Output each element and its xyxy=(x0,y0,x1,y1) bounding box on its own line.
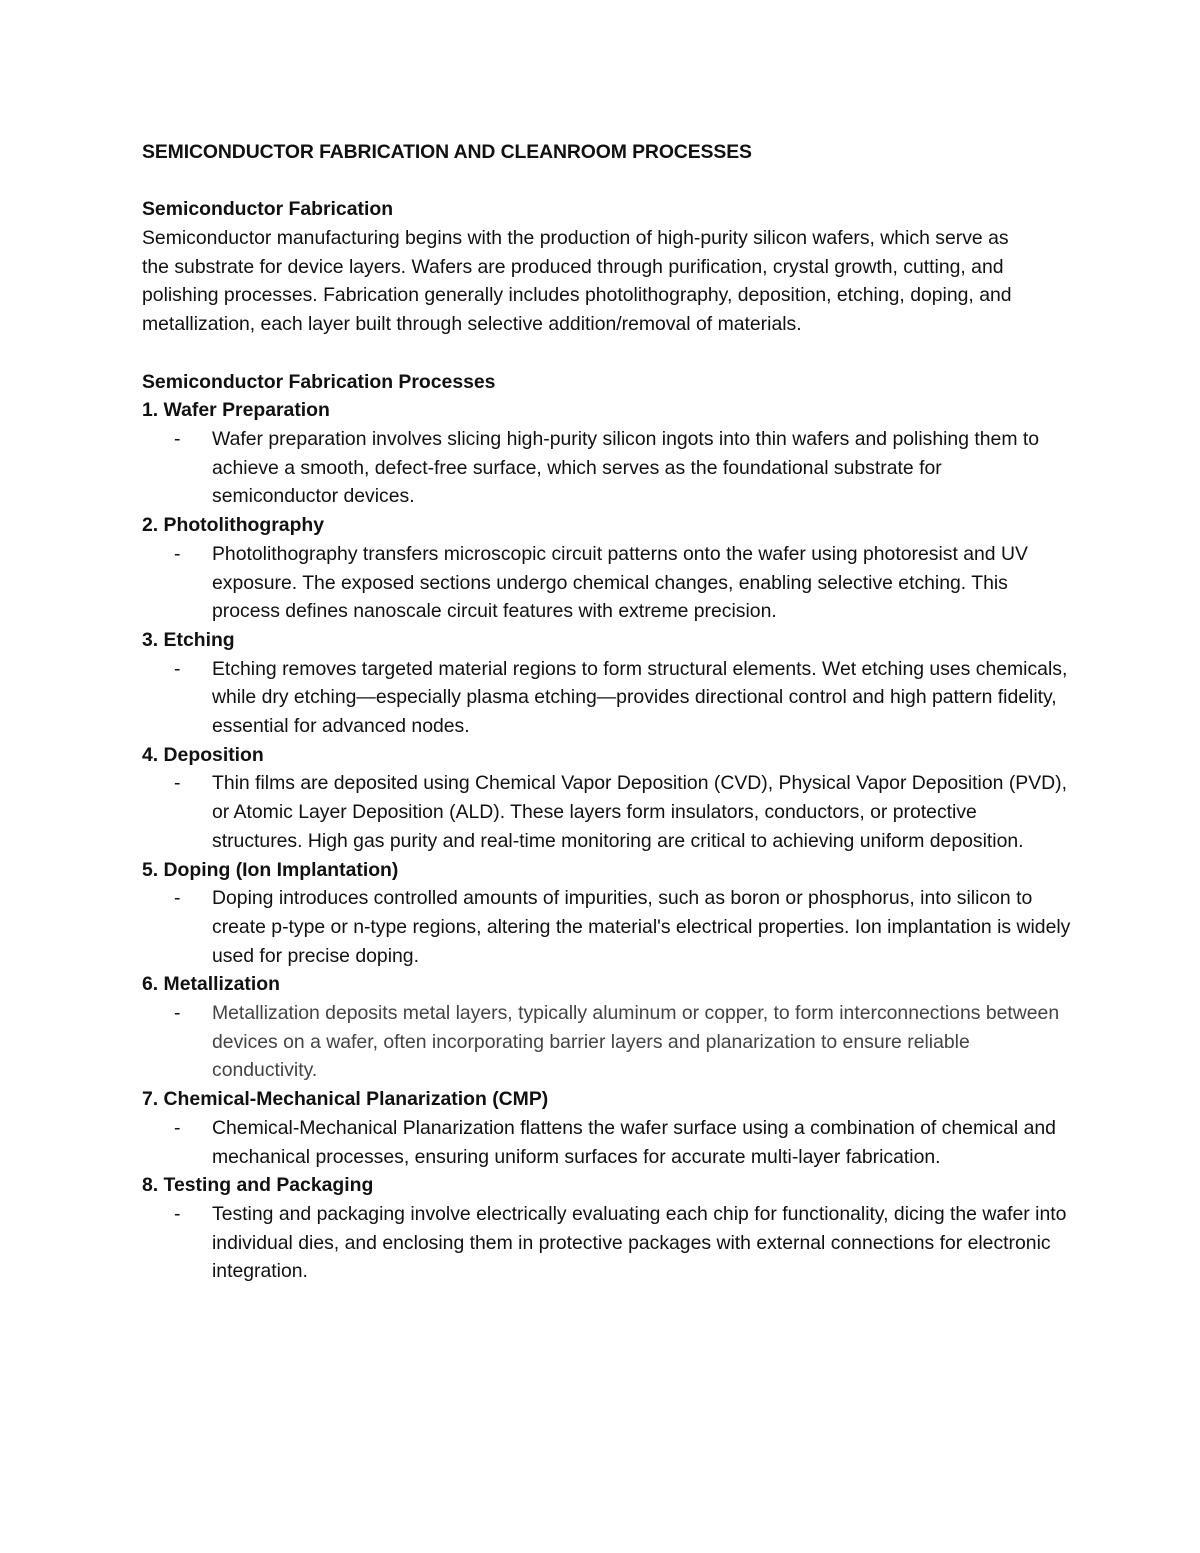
process-step-6 xyxy=(142,970,1072,1085)
step-heading: 6. Metallization xyxy=(142,973,280,996)
bullet-marker: - xyxy=(174,1002,181,1025)
step-heading: 1. Wafer Preparation xyxy=(142,399,330,422)
step-text: Thin films are deposited using Chemical Vapor Deposition (CVD), Physical Vapor Deposition (PVD), or Atomic Layer Deposition (ALD). These layers form insulators, conductors, or protective structures. High gas purity and real-time monitoring are critical to achieving uniform deposition. xyxy=(212,772,1067,852)
bullet-marker: - xyxy=(174,542,181,565)
spacer xyxy=(142,339,1072,368)
processes-heading: Semiconductor Fabrication Processes xyxy=(142,370,496,393)
step-heading: 4. Deposition xyxy=(142,743,264,766)
bullet-marker: - xyxy=(174,657,181,680)
step-bullet xyxy=(142,999,1072,1085)
bullet-marker: - xyxy=(174,427,181,450)
step-text: Etching removes targeted material regions to form structural elements. Wet etching uses chemicals, while dry etching—especially plasma etching—provides directional control and high pattern fidelity, essential for advanced nodes. xyxy=(212,657,1068,738)
step-text: Doping introduces controlled amounts of impurities, such as boron or phosphorus, into silicon to create p-type or n-type regions, altering the material's electrical properties. Ion implantation is widely used for precise doping. xyxy=(212,887,1071,967)
bullet-marker: - xyxy=(174,887,181,910)
step-bullet xyxy=(142,540,1072,626)
step-heading: 3. Etching xyxy=(142,628,235,651)
process-step-7 xyxy=(142,1085,1072,1171)
step-heading: 2. Photolithography xyxy=(142,514,325,537)
intro-paragraph: Semiconductor manufacturing begins with the production of high-purity silicon wafers, which serve as the substrate for device layers. Wafers are produced through purification, crystal growth, cutting, and polishing processes. Fabrication generally includes photolithography, deposition, etching, doping, and metallization, each layer built through selective addition/removal of materials. xyxy=(142,227,1012,336)
step-bullet xyxy=(142,1114,1072,1171)
step-bullet xyxy=(142,884,1072,970)
step-bullet xyxy=(142,1200,1072,1286)
step-text: Metallization deposits metal layers, typically aluminum or copper, to form interconnections between devices on a wafer, often incorporating barrier layers and planarization to ensure reliable conductivity. xyxy=(212,1002,1060,1082)
step-heading: 8. Testing and Packaging xyxy=(142,1174,374,1197)
bullet-marker: - xyxy=(174,1116,181,1139)
step-bullet xyxy=(142,425,1072,511)
step-text: Chemical-Mechanical Planarization flattens the wafer surface using a combination of chemical and mechanical processes, ensuring uniform surfaces for accurate multi-layer fabrication. xyxy=(212,1116,1056,1168)
process-step-3 xyxy=(142,626,1072,741)
step-text: Photolithography transfers microscopic circuit patterns onto the wafer using photoresist and UV exposure. The exposed sections undergo chemical changes, enabling selective etching. This process defines nanoscale circuit features with extreme precision. xyxy=(212,542,1028,623)
step-heading: 7. Chemical-Mechanical Planarization (CMP) xyxy=(142,1088,549,1111)
document-title: SEMICONDUCTOR FABRICATION AND CLEANROOM PROCESSES xyxy=(142,141,752,163)
step-text: Wafer preparation involves slicing high-purity silicon ingots into thin wafers and polishing them to achieve a smooth, defect-free surface, which serves as the foundational substrate for semiconductor devices. xyxy=(212,427,1040,508)
step-bullet xyxy=(142,655,1072,741)
bullet-marker: - xyxy=(174,1202,181,1225)
process-step-8 xyxy=(142,1171,1072,1286)
bullet-marker: - xyxy=(174,772,181,795)
process-step-4 xyxy=(142,741,1072,856)
process-step-2 xyxy=(142,511,1072,626)
process-step-5 xyxy=(142,856,1072,971)
step-bullet xyxy=(142,769,1072,855)
spacer xyxy=(142,167,1072,196)
intro-heading: Semiconductor Fabrication xyxy=(142,198,394,221)
document-page xyxy=(142,138,1072,1286)
step-heading: 5. Doping (Ion Implantation) xyxy=(142,858,399,881)
step-text: Testing and packaging involve electrically evaluating each chip for functionality, dicing the wafer into individual dies, and enclosing them in protective packages with external connections for electronic integration. xyxy=(212,1202,1067,1283)
process-step-1 xyxy=(142,396,1072,511)
